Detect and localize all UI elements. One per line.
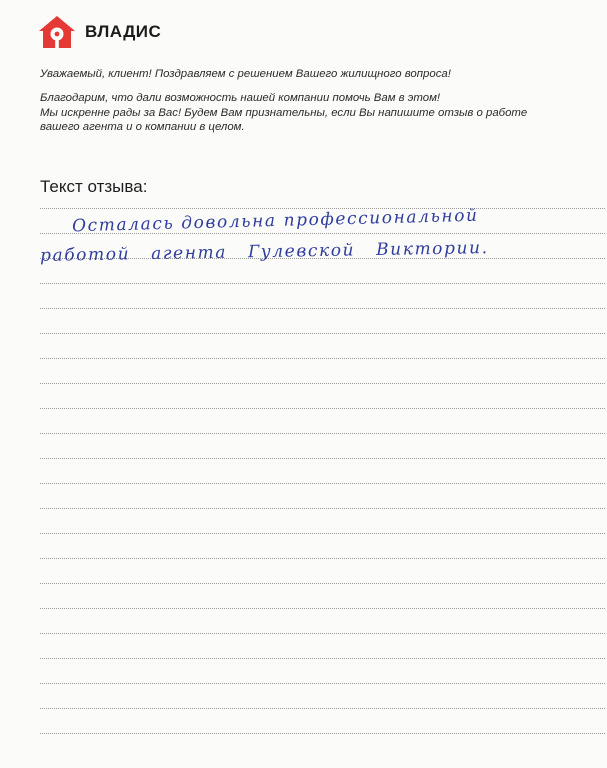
writing-line [40,333,605,334]
handwritten-line-1: Осталась довольна профессиональной [71,205,479,237]
writing-line [40,358,605,359]
thanks-line-2: Мы искренне рады за Вас! Будем Вам признательны, если Вы напишите отзыв о работе [40,106,528,119]
writing-line [40,283,605,284]
writing-line [40,608,605,609]
writing-line [40,583,605,584]
writing-line [40,658,605,659]
writing-line [40,683,605,684]
handwritten-line-2: работой агента Гулевской Виктории. [39,238,489,266]
greeting-text: Уважаемый, клиент! Поздравляем с решением Вашего жилищного вопроса! [40,68,451,80]
brand-name: ВЛАДИС [85,22,162,41]
writing-line [40,633,605,634]
handwritten-review [40,204,600,274]
writing-line [40,708,605,709]
writing-line [40,733,605,734]
ruled-lines [40,0,605,768]
writing-line [40,383,605,384]
writing-line [40,483,605,484]
thanks-line-1: Благодарим, что дали возможность нашей компании помочь Вам в этом! [40,92,441,105]
writing-line [40,558,605,559]
writing-line [40,408,605,409]
writing-line [40,308,605,309]
writing-line [40,533,605,534]
thanks-line-3: вашего агента и о компании в целом. [40,121,245,134]
writing-line [40,433,605,434]
writing-line [40,508,605,509]
review-heading: Текст отзыва: [40,177,148,196]
writing-line [40,458,605,459]
